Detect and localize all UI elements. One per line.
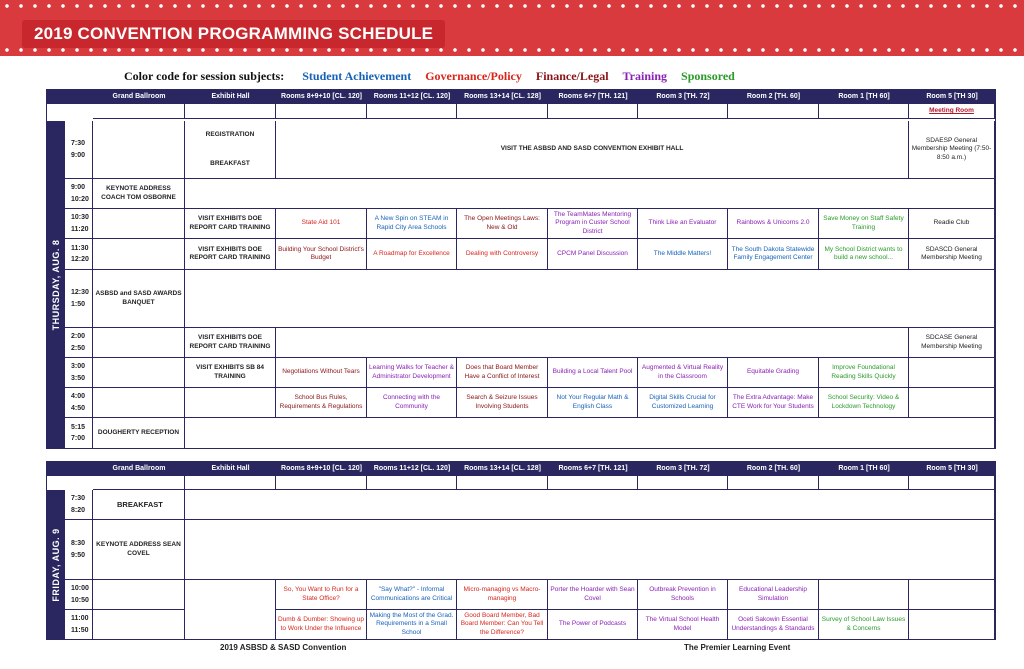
session-cell: A New Spin on STEAM in Rapid City Area Schools <box>367 209 457 239</box>
time-slot: 10:30 11:20 <box>65 209 93 239</box>
banner-dots-top <box>0 2 1024 10</box>
time-slot: 9:00 10:20 <box>65 179 93 209</box>
session-cell: Oceti Sakowin Essential Understandings & Standards <box>728 610 819 639</box>
room-header: Rooms 13+14 [CL. 128] <box>464 465 541 472</box>
session-cell: Dealing with Controversy <box>457 239 548 270</box>
room-header: Exhibit Hall <box>211 93 250 100</box>
session-cell: Building Your School District's Budget <box>276 239 367 270</box>
meeting-room-label: Meeting Room <box>909 104 995 119</box>
ballroom-event: ASBSD and SASD AWARDS BANQUET <box>93 270 185 328</box>
time-slot: 5:15 7:00 <box>65 418 93 448</box>
session-cell: Micro-managing vs Macro-managing <box>457 580 548 610</box>
session-cell: Improve Foundational Reading Skills Quickly <box>819 358 909 388</box>
session-cell: Not Your Regular Math & English Class <box>548 388 638 418</box>
session-cell: The TeamMates Mentoring Program in Custer School District <box>548 209 638 239</box>
time-slot: 11:30 12:20 <box>65 239 93 270</box>
room-header: Rooms 8+9+10 [CL. 120] <box>281 465 362 472</box>
session-cell: The Middle Matters! <box>638 239 728 270</box>
legend-finance-legal: Finance/Legal <box>535 69 609 83</box>
exhibit-hall-cell: VISIT EXHIBITS SB 84 TRAINING <box>185 358 276 388</box>
session-cell: Outbreak Prevention in Schools <box>638 580 728 610</box>
legend-training: Training <box>622 69 668 83</box>
ballroom-event: KEYNOTE ADDRESS COACH TOM OSBORNE <box>93 179 185 209</box>
session-cell: The South Dakota Statewide Family Engagement Center <box>728 239 819 270</box>
session-cell: A Roadmap for Excellence <box>367 239 457 270</box>
session-cell: CPCM Panel Discussion <box>548 239 638 270</box>
time-slot: 8:30 9:50 <box>65 520 93 580</box>
time-slot: 4:00 4:50 <box>65 388 93 418</box>
session-cell: Making the Most of the Grad. Requirements in a Small School <box>367 610 457 639</box>
session-cell: Dumb & Dumber: Showing up to Work Under the Influence <box>276 610 367 639</box>
footer-right: The Premier Learning Event <box>684 643 791 652</box>
exhibit-hall-cell: REGISTRATION BREAKFAST <box>185 121 276 179</box>
exhibit-hall-cell: VISIT EXHIBITS DOE REPORT CARD TRAINING <box>185 328 276 358</box>
room-header: Grand Ballroom <box>112 465 166 472</box>
session-cell: The Open Meetings Laws: New & Old <box>457 209 548 239</box>
time-slot: 11:00 11:50 <box>65 610 93 639</box>
session-cell: SDASCD General Membership Meeting <box>909 239 995 270</box>
session-cell: Negotiations Without Tears <box>276 358 367 388</box>
exhibit-hall-banner: VISIT THE ASBSD AND SASD CONVENTION EXHIBIT HALL <box>276 121 909 179</box>
session-cell: Save Money on Staff Safety Training <box>819 209 909 239</box>
ballroom-event: KEYNOTE ADDRESS SEAN COVEL <box>93 520 185 580</box>
time-slot: 12:30 1:50 <box>65 270 93 328</box>
page-title: 2019 CONVENTION PROGRAMMING SCHEDULE <box>34 24 434 43</box>
session-cell: Think Like an Evaluator <box>638 209 728 239</box>
room-header: Rooms 11+12 [CL. 120] <box>373 465 451 472</box>
day-label: THURSDAY, AUG. 8 <box>51 239 61 330</box>
session-cell: Search & Seizure Issues Involving Students <box>457 388 548 418</box>
session-cell: My School District wants to build a new school... <box>819 239 909 270</box>
room-header: Rooms 11+12 [CL. 120] <box>373 93 451 100</box>
session-cell: The Extra Advantage: Make CTE Work for Your Students <box>728 388 819 418</box>
color-legend <box>124 69 735 84</box>
session-cell: Porter the Hoarder with Sean Covel <box>548 580 638 610</box>
session-cell: Digital Skills Crucial for Customized Learning <box>638 388 728 418</box>
session-cell: SDAESP General Membership Meeting (7:50-8:50 a.m.) <box>909 121 995 179</box>
room-header: Rooms 8+9+10 [CL. 120] <box>281 93 362 100</box>
room-header: Room 2 [TH. 60] <box>746 93 801 100</box>
session-cell: Educational Leadership Simulation <box>728 580 819 610</box>
exhibit-hall-cell: VISIT EXHIBITS DOE REPORT CARD TRAINING <box>185 239 276 270</box>
room-header: Rooms 6+7 [TH. 121] <box>558 465 628 472</box>
title-box <box>22 20 445 48</box>
header-banner <box>0 0 1024 56</box>
session-cell: Augmented & Virtual Reality in the Classroom <box>638 358 728 388</box>
time-slot: 7:30 9:00 <box>65 121 93 179</box>
room-header: Rooms 13+14 [CL. 128] <box>464 93 541 100</box>
session-cell: School Bus Rules, Requirements & Regulations <box>276 388 367 418</box>
ballroom-event: BREAKFAST <box>93 490 185 520</box>
time-slot: 10:00 10:50 <box>65 580 93 610</box>
room-header: Room 1 [TH 60] <box>838 465 890 472</box>
day-label-bar <box>47 490 65 639</box>
legend-sponsored: Sponsored <box>681 69 735 83</box>
session-cell: Does that Board Member Have a Conflict of Interest <box>457 358 548 388</box>
session-cell: "Say What?" - Informal Communications are Critical <box>367 580 457 610</box>
session-cell: The Power of Podcasts <box>548 610 638 639</box>
exhibit-hall-cell: VISIT EXHIBITS DOE REPORT CARD TRAINING <box>185 209 276 239</box>
room-header: Room 3 [TH. 72] <box>656 465 710 472</box>
time-slot: 3:00 3:50 <box>65 358 93 388</box>
session-cell: The Virtual School Health Model <box>638 610 728 639</box>
room-header: Exhibit Hall <box>211 465 250 472</box>
day-label-bar <box>47 121 65 448</box>
room-header: Room 5 [TH 30] <box>926 465 978 472</box>
session-cell: State Aid 101 <box>276 209 367 239</box>
ballroom-event: DOUGHERTY RECEPTION <box>93 418 185 448</box>
session-cell: Building a Local Talent Pool <box>548 358 638 388</box>
room-header: Room 3 [TH. 72] <box>656 93 710 100</box>
session-cell: Rainbows & Unicorns 2.0 <box>728 209 819 239</box>
session-cell: School Security: Video & Lockdown Technology <box>819 388 909 418</box>
session-cell: Learning Walks for Teacher & Administrator Development <box>367 358 457 388</box>
legend-label: Color code for session subjects: <box>124 69 285 83</box>
legend-governance-policy: Governance/Policy <box>425 69 522 83</box>
room-header: Room 5 [TH 30] <box>926 93 978 100</box>
session-cell: SDCASE General Membership Meeting <box>909 328 995 358</box>
footer-left: 2019 ASBSD & SASD Convention <box>220 643 347 652</box>
room-header: Grand Ballroom <box>112 93 166 100</box>
session-cell: Readie Club <box>909 209 995 239</box>
friday-schedule <box>46 461 996 640</box>
session-cell: Connecting with the Community <box>367 388 457 418</box>
legend-student-achievement: Student Achievement <box>302 69 412 83</box>
room-header: Rooms 6+7 [TH. 121] <box>558 93 628 100</box>
room-header: Room 2 [TH. 60] <box>746 465 801 472</box>
thursday-schedule <box>46 89 996 449</box>
day-label: FRIDAY, AUG. 9 <box>51 527 61 602</box>
time-slot: 7:30 8:20 <box>65 490 93 520</box>
room-header-row <box>47 90 995 104</box>
session-cell: Good Board Member, Bad Board Member: Can You Tell the Difference? <box>457 610 548 639</box>
room-header: Room 1 [TH 60] <box>838 93 890 100</box>
time-slot: 2:00 2:50 <box>65 328 93 358</box>
session-cell: So, You Want to Run for a State Office? <box>276 580 367 610</box>
session-cell: Equitable Grading <box>728 358 819 388</box>
room-header-row <box>47 462 995 476</box>
session-cell: Survey of School Law Issues & Concerns <box>819 610 909 639</box>
